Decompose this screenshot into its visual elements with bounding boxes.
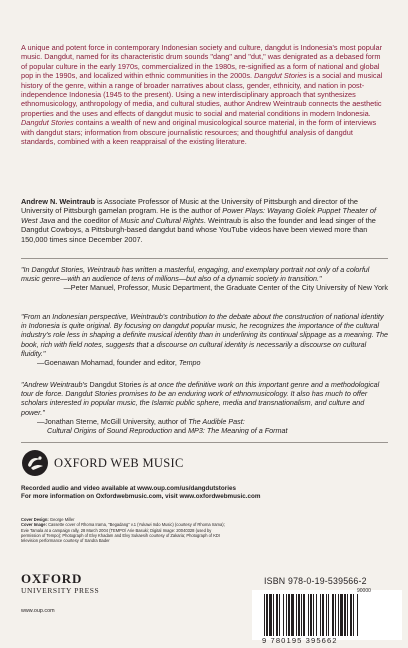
barcode-icon [262,594,394,636]
barcode-bar [338,594,339,636]
barcode-bar [264,594,265,636]
barcode-bar [269,594,272,636]
publisher-logo-subtitle: UNIVERSITY PRESS [21,586,100,595]
barcode-bar [298,594,300,636]
barcode-bar [310,594,312,636]
author-bio [21,197,388,244]
endorsement-2 [21,312,388,367]
author-bio-text-3: . Weintraub is also the founder and lead singer of the Dangdut Cowboys, a Pittsburgh-based dangdut band whose YouTube videos have been viewed more than 150,000 times since December 2007. [21,215,376,244]
endorsement-1-text: "In Dangdut Stories, Weintraub has written a masterful, engaging, and exemplary portrait not only of a colorful music genre—with an audience of tens of millions—but also of a dynamic society in transition." [21,265,370,284]
cover-image-value: Cassette cover of Rhoma Irama, "Begadang" v.1 (Yukawi Indo Music) (courtesy of Rhoma Irama); Evie Tamala at a campaign rally, 28 March 2004 (TEMPO/ Arie Basuki; Digital Image: 20040328 (used by permission of Tempo); Photograph of Elvy Khadam and Elvy Sukaesih courtesy of Zakaria; Photograph of KDI television performance courtesy of Sandra Bader [21,522,225,544]
oxford-web-music-label: OXFORD WEB MUSIC [54,456,184,470]
price-code: 90000 [357,588,371,594]
isbn-label: ISBN 978-0-19-539566-2 [264,576,367,586]
publisher-website: www.oup.com [21,608,55,614]
endorsement-2-attribution-name: —Goenawan Mohamad, founder and editor, [37,358,179,368]
divider [21,442,388,443]
web-resources-info [21,485,388,501]
barcode-bar [340,594,343,636]
barcode-bar [326,594,327,636]
endorsement-3-text: is at once the definitive work on this important genre and a methodological tour de force. Dangdut Stories promises to be an enduring work of ethnomusicology. It also has much to offer scholars interested in popular music, the Islamic public sphere, media and transnationalism, and culture and power." [21,380,380,417]
endorsement-2-attribution [21,358,388,367]
more-info-line: For more information on Oxfordwebmusic.com, visit www.oxfordwebmusic.com [21,493,261,500]
barcode-bar [266,594,268,636]
author-work-1: Power Plays: Wayang Golek Puppet Theater of West Java [21,206,376,225]
book-description [21,43,388,146]
endorsement-3-attribution-name: —Jonathan Sterne, McGill University, author of [37,416,189,426]
barcode-bar [273,594,274,636]
recorded-media-line: Recorded audio and video available at www.oup.com/us/dangdutstories [21,485,236,492]
blurb-title-1: Dangdut Stories [254,71,307,81]
barcode-bar [335,594,336,636]
author-work-2: Music and Cultural Rights [120,215,204,225]
barcode-bar [344,594,346,636]
barcode-bar [316,594,317,636]
barcode-bar [328,594,329,636]
barcode-bar [332,594,334,636]
barcode-bar [291,594,294,636]
endorsement-1-attribution: —Peter Manuel, Professor, Music Department, the Graduate Center of the City University of New York [63,283,388,293]
endorsement-2-text: "From an Indonesian perspective, Weintraub's contribution to the debate about the construction of national identity in Indonesia is quite original. By focusing on dangdut popular music, he recognizes the importance of the cultural industry's role less in shaping a definite musical identity than in underlining its continual slippage as a meaning. The book, rich with field notes, suggests that a discourse on cultural identity is necessarily a discourse on cultural fluidity." [21,312,388,358]
publisher-logo-oxford: OXFORD [21,571,83,586]
barcode-bar [347,594,348,636]
author-bio-text-2: and the coeditor of [55,215,121,225]
oxford-web-music-logo-icon [21,449,49,477]
author-bio-text-1: is Associate Professor of Music at the University of Pittsburgh and director of the University of Pittsburgh gamelan program. He is the author of [21,197,358,216]
barcode-bar [313,594,314,636]
cover-design-value: George Miller [48,517,75,522]
barcode-bar [286,594,287,636]
barcode-bar [301,594,302,636]
endorsement-2-attribution-publication: Tempo [178,358,201,368]
author-name: Andrew N. Weintraub [21,197,96,206]
blurb-part-1: A unique and potent force in contemporary Indonesian society and culture, dangdut is Indonesia's most popular music. Dangdut, named for its characteristic drum sounds "dang" and "dut," was denigrated as a debased form of popular culture in the early 1970s, commercialized in the 1980s, re-signified as a form of national and global pop in the 1990s, and localized within ethnic communities in the 2000s. [21,43,383,81]
endorsement-3-attribution-book-1: The Audible Past: [188,416,245,426]
barcode-bar [296,594,297,636]
barcode-bar [322,594,324,636]
endorsement-3-attribution [21,417,388,435]
endorsement-1 [21,265,388,293]
barcode-bar [308,594,309,636]
blurb-title-2: Dangdut Stories [21,118,74,128]
endorsement-3-attribution-book-2: MP3: The Meaning of a Format [188,426,288,436]
divider [21,258,388,259]
barcode-bar [276,594,278,636]
cover-image-label: Cover Image: [21,522,47,528]
barcode-bar [320,594,321,636]
barcode-bar [350,594,352,636]
endorsement-3-attribution-and: and [172,426,189,436]
barcode-bar [283,594,284,636]
barcode-bar [288,594,290,636]
cover-design-label: Cover Design: [21,517,49,522]
barcode-bar [303,594,305,636]
endorsement-3-title: Dangdut Stories [89,380,142,389]
endorsement-3 [21,380,388,435]
cover-credits [21,517,226,543]
blurb-part-2: is a social and musical history of the genre, within a range of broader narratives about class, gender, ethnicity, and nation in post-independence Indonesia (1945 to the present). Using a new interdisciplinary approach that synthesizes ethnomusicology, anthropology of media, and cultural studies, author Andrew Weintraub connects the aesthetic properties and the uses and effects of dangdut music to social and material conditions in modern Indonesia. [21,71,383,118]
endorsement-3-pre: "Andrew Weintraub's [21,380,90,389]
barcode-bar [353,594,354,636]
barcode-digits: 9 780195 395662 [262,636,338,645]
barcode-bar [279,594,280,636]
blurb-part-3: contains a wealth of new and original musicological source material, in the form of interviews with dangdut stars; information from obscure journalistic resources; and thoughtful analysis of dangdut standards, combined with a keen reappraisal of the existing literature. [21,118,377,147]
endorsement-3-attribution-book-1-subtitle: Cultural Origins of Sound Reproduction [47,426,173,436]
barcode-bar [357,594,358,636]
